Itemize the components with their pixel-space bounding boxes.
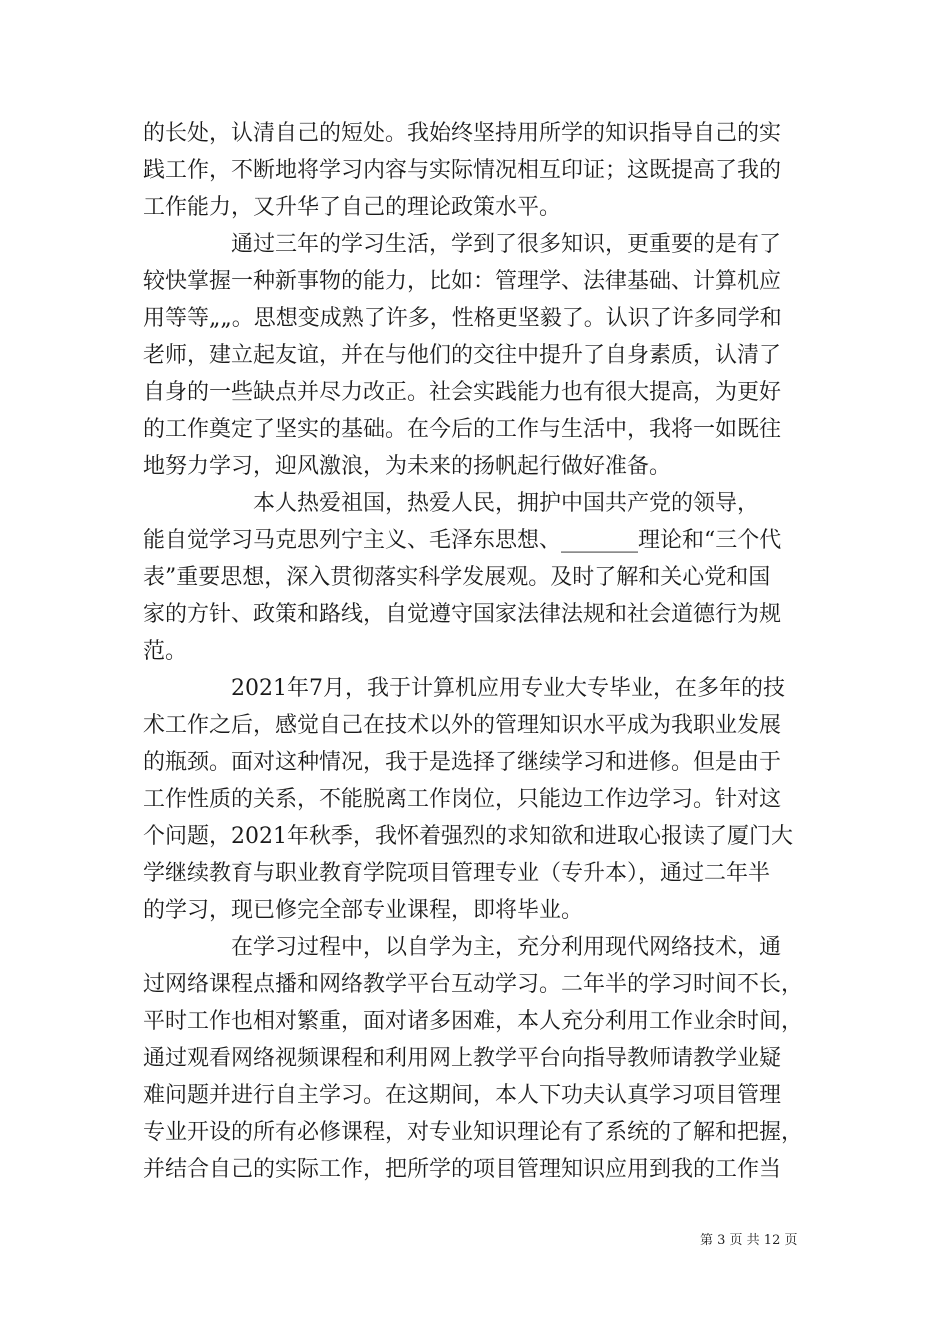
text-line: 范。: [143, 639, 188, 664]
text-line: 本人热爱祖国，热爱人民，拥护中国共产党的领导，: [143, 491, 760, 516]
text-line: 自身的一些缺点并尽力改正。社会实践能力也有很大提高，为更好: [143, 380, 782, 405]
text-line: 通过观看网络视频课程和利用网上教学平台向指导教师请教学业疑: [143, 1046, 782, 1071]
text-line: 2021年7月，我于计算机应用专业大专毕业，在多年的技: [143, 676, 785, 701]
text-line: 地努力学习，迎风激浪，为未来的扬帆起行做好准备。: [143, 454, 672, 479]
text-line: 难问题并进行自主学习。在这期间，本人下功夫认真学习项目管理: [143, 1083, 782, 1108]
text-line: 术工作之后，感觉自己在技术以外的管理知识水平成为我职业发展: [143, 713, 782, 738]
text-line: 并结合自己的实际工作，把所学的项目管理知识应用到我的工作当: [143, 1157, 782, 1182]
text-line: 工作能力，又升华了自己的理论政策水平。: [143, 195, 562, 220]
text-line: 的工作奠定了坚实的基础。在今后的工作与生活中，我将一如既往: [143, 417, 782, 442]
text-line: 家的方针、政策和路线，自觉遵守国家法律法规和社会道德行为规: [143, 602, 782, 627]
text-line: 的瓶颈。面对这种情况，我于是选择了继续学习和进修。但是由于: [143, 750, 782, 775]
text-line: 表”重要思想，深入贯彻落实科学发展观。及时了解和关心党和国: [143, 565, 771, 590]
text-line: 平时工作也相对繁重，面对诸多困难，本人充分利用工作业余时间，: [143, 1009, 804, 1034]
text-line: 用等等„„。思想变成熟了许多，性格更坚毅了。认识了许多同学和: [143, 306, 782, 331]
text-line: 通过三年的学习生活，学到了很多知识，更重要的是有了: [143, 232, 782, 257]
text-line: 的学习，现已修完全部专业课程，即将毕业。: [143, 898, 584, 923]
text-line: 践工作，不断地将学习内容与实际情况相互印证；这既提高了我的: [143, 158, 782, 183]
text-line: 个问题，2021年秋季，我怀着强烈的求知欲和进取心报读了厦门大: [143, 824, 793, 849]
text-line: 在学习过程中，以自学为主，充分利用现代网络技术，通: [143, 935, 782, 960]
text-line: 工作性质的关系，不能脱离工作岗位，只能边工作边学习。针对这: [143, 787, 782, 812]
text-line: 专业开设的所有必修课程，对专业知识理论有了系统的了解和把握，: [143, 1120, 804, 1145]
text-line: 能自觉学习马克思列宁主义、毛泽东思想、_______理论和“三个代: [143, 528, 782, 553]
text-line: 过网络课程点播和网络教学平台互动学习。二年半的学习时间不长，: [143, 972, 804, 997]
page-footer: 第 3 页 共 12 页: [700, 1233, 798, 1248]
text-line: 学继续教育与职业教育学院项目管理专业（专升本），通过二年半: [143, 861, 771, 886]
text-line: 的长处，认清自己的短处。我始终坚持用所学的知识指导自己的实: [143, 121, 782, 146]
text-line: 老师，建立起友谊，并在与他们的交往中提升了自身素质，认清了: [143, 343, 782, 368]
text-line: 较快掌握一种新事物的能力，比如：管理学、法律基础、计算机应: [143, 269, 782, 294]
